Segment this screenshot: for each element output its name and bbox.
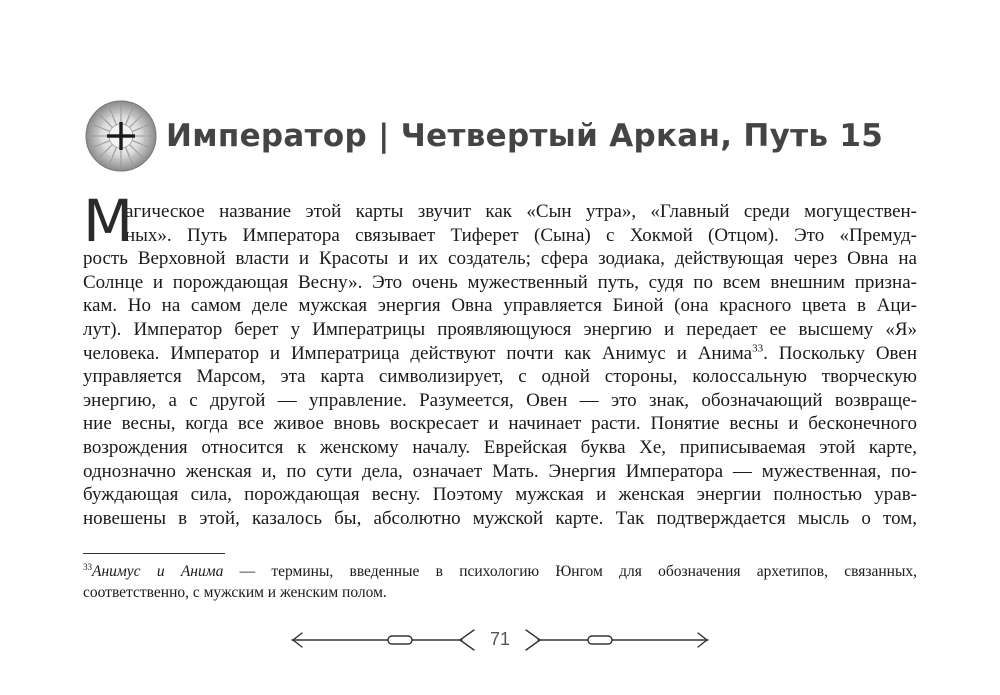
footnote	[83, 561, 917, 603]
footnote-number: 33	[83, 561, 92, 572]
footnote-reference[interactable]: 33	[752, 342, 764, 355]
chapter-heading	[84, 98, 883, 174]
text-line: ние весны, когда все живое вновь воскресает и начинает расти. Понятие весны и бесконечного	[83, 413, 917, 435]
text-line: ных». Путь Императора связывает Тиферет (Сына) с Хокмой (Отцом). Это «Премуд-	[125, 224, 917, 246]
text-line-with-footnote	[83, 342, 917, 366]
footnote-term: Анимус и Анима	[92, 563, 224, 580]
text-line: агическое название этой карты звучит как «Сын утра», «Главный среди могуществен-	[125, 201, 917, 222]
text-line: рость Верховной власти и Красоты и их создатель; сфера зодиака, действующая через Овна на	[83, 248, 917, 270]
text-line: буждающая сила, порождающая весну. Поэтому мужская и женская энергии полностью урав-	[83, 484, 917, 506]
text-line: энергию, а с другой — управление. Разумеется, Овен — это знак, обозначающий возвраще-	[83, 389, 917, 411]
text-line: новешены в этой, казалось бы, абсолютно мужской карте. Так подтверждается мысль о том,	[83, 507, 917, 529]
text-line: лут). Император берет у Императрицы проявляющуюся энергию и передает ее высшему «Я»	[83, 318, 917, 340]
drop-cap: М	[83, 187, 134, 255]
text-line-part: . Поскольку Овен	[763, 342, 917, 364]
text-line: кам. Но на самом деле мужская энергия Овна управляется Биной (она красного цвета в Аци-	[83, 295, 917, 317]
body-paragraph	[83, 187, 917, 530]
radiant-cross-emblem-icon	[84, 99, 158, 173]
text-line: однозначно женская и, по сути дела, означает Мать. Энергия Императора — мужественная, по-	[83, 460, 917, 482]
text-line: Солнце и порождающая Весну». Это очень мужественный путь, судя по всем внешним призна-	[83, 271, 917, 293]
footnote-line: соответственно, с мужским и женским полом.	[83, 584, 387, 601]
footnote-text: — термины, введенные в психологию Юнгом для обозначения архетипов, связанных,	[223, 563, 917, 580]
page-number: 71	[489, 629, 511, 649]
text-line: управляется Марсом, эта карта символизирует, с одной стороны, колоссальную творческую	[83, 366, 917, 388]
footnote-divider	[83, 553, 225, 554]
page-title: Император | Четвертый Аркан, Путь 15	[166, 118, 884, 154]
footnote-line	[83, 561, 917, 582]
text-line: возрождения относится к женскому началу. Еврейская буква Хе, приписываемая этой карте,	[83, 436, 917, 458]
page-footer	[290, 622, 710, 658]
text-line-part: человека. Император и Императрица действуют почти как Анимус и Анима	[83, 342, 753, 364]
